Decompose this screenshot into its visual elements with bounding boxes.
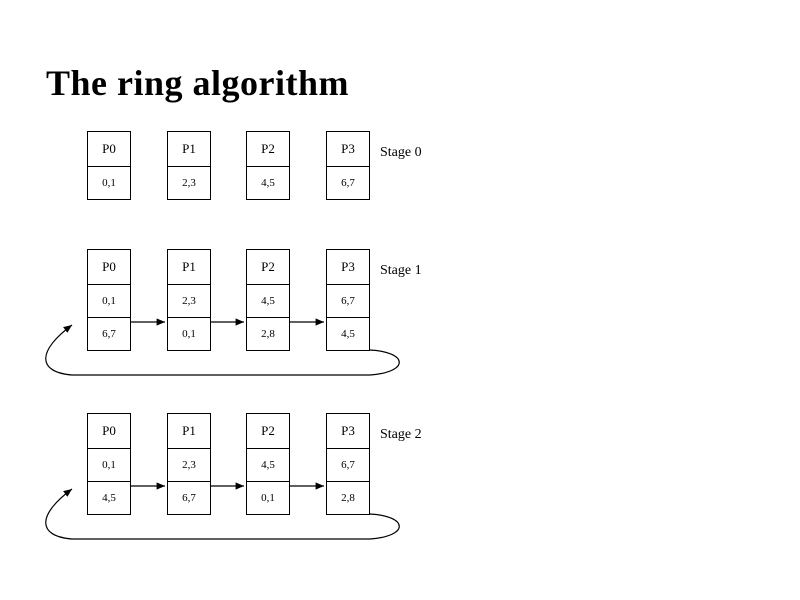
process-box xyxy=(326,131,370,200)
process-box xyxy=(246,413,290,515)
process-box xyxy=(167,249,211,351)
process-box xyxy=(246,131,290,200)
page-title: The ring algorithm xyxy=(46,63,349,103)
process-box xyxy=(326,249,370,351)
process-received-value: 0,1 xyxy=(247,481,289,514)
process-received-value: 6,7 xyxy=(168,481,210,514)
process-name: P3 xyxy=(341,259,355,274)
process-value: 0,1 xyxy=(88,448,130,481)
process-received-value: 4,5 xyxy=(327,317,369,350)
process-name: P0 xyxy=(102,259,116,274)
process-box xyxy=(167,413,211,515)
process-box xyxy=(87,413,131,515)
process-name: P2 xyxy=(261,141,275,156)
process-received-value: 4,5 xyxy=(88,481,130,514)
process-value: 4,5 xyxy=(247,166,289,199)
process-box xyxy=(167,131,211,200)
process-value: 4,5 xyxy=(247,448,289,481)
process-name: P1 xyxy=(182,423,196,438)
process-name: P2 xyxy=(261,259,275,274)
process-name: P2 xyxy=(261,423,275,438)
process-received-value: 0,1 xyxy=(168,317,210,350)
process-value: 2,3 xyxy=(168,166,210,199)
process-value: 6,7 xyxy=(327,166,369,199)
process-value: 0,1 xyxy=(88,166,130,199)
process-value: 4,5 xyxy=(247,284,289,317)
process-received-value: 2,8 xyxy=(247,317,289,350)
process-box xyxy=(326,413,370,515)
process-name: P0 xyxy=(102,141,116,156)
process-received-value: 2,8 xyxy=(327,481,369,514)
process-name: P3 xyxy=(341,423,355,438)
stage-label: Stage 0 xyxy=(380,145,422,160)
process-name: P0 xyxy=(102,423,116,438)
process-value: 2,3 xyxy=(168,448,210,481)
process-box xyxy=(87,249,131,351)
process-box xyxy=(246,249,290,351)
process-value: 6,7 xyxy=(327,448,369,481)
process-name: P3 xyxy=(341,141,355,156)
process-box xyxy=(87,131,131,200)
stage-label: Stage 2 xyxy=(380,427,422,442)
stage-label: Stage 1 xyxy=(380,263,422,278)
process-value: 0,1 xyxy=(88,284,130,317)
process-name: P1 xyxy=(182,141,196,156)
process-received-value: 6,7 xyxy=(88,317,130,350)
process-name: P1 xyxy=(182,259,196,274)
process-value: 2,3 xyxy=(168,284,210,317)
process-value: 6,7 xyxy=(327,284,369,317)
